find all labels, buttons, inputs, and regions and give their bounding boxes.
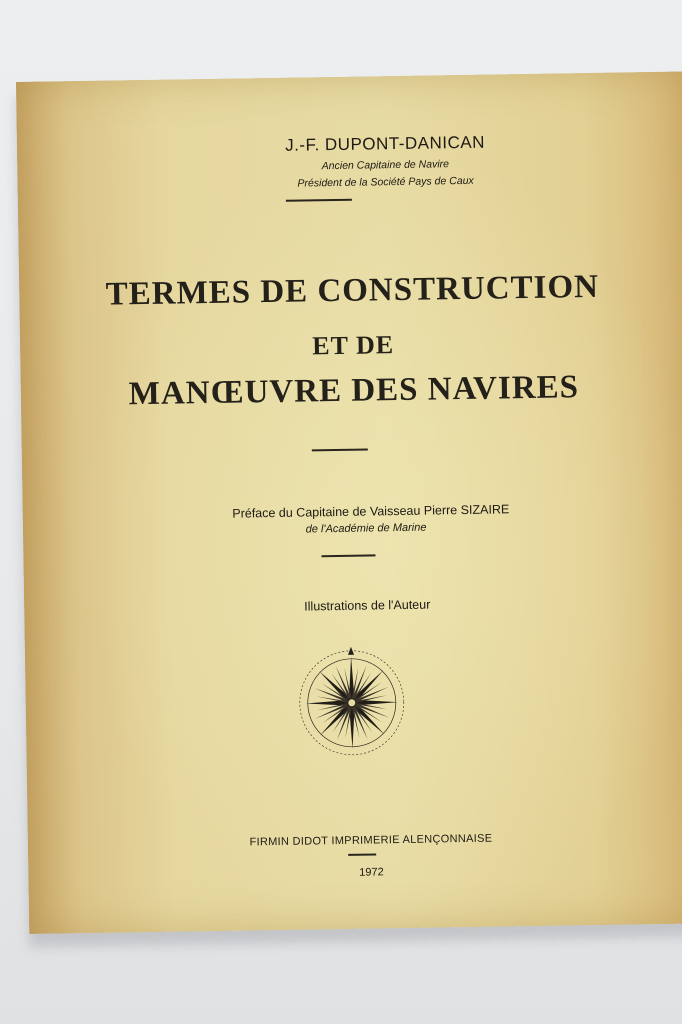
title-line-2: ET DE	[312, 330, 395, 361]
preface-subtitle: de l'Académie de Marine	[305, 521, 427, 536]
divider-publisher	[348, 853, 376, 855]
divider-author	[286, 199, 352, 202]
book-cover	[16, 72, 682, 934]
publication-year: 1972	[359, 866, 384, 879]
author-name: J.-F. DUPONT-DANICAN	[284, 132, 486, 155]
compass-rose-icon	[295, 646, 409, 760]
author-subtitle-1: Ancien Capitaine de Navire	[321, 158, 450, 173]
illustrations-credit: Illustrations de l'Auteur	[304, 597, 431, 614]
divider-preface	[321, 554, 375, 556]
title-line-1: TERMES DE CONSTRUCTION	[105, 268, 600, 313]
divider-title	[312, 449, 368, 451]
author-subtitle-2: Président de la Société Pays de Caux	[297, 174, 474, 190]
publisher-name: FIRMIN DIDOT IMPRIMERIE ALENÇONNAISE	[249, 832, 493, 849]
title-line-3: MANŒUVRE DES NAVIRES	[128, 369, 580, 413]
preface-line: Préface du Capitaine de Vaisseau Pierre SIZAIRE	[232, 502, 510, 521]
